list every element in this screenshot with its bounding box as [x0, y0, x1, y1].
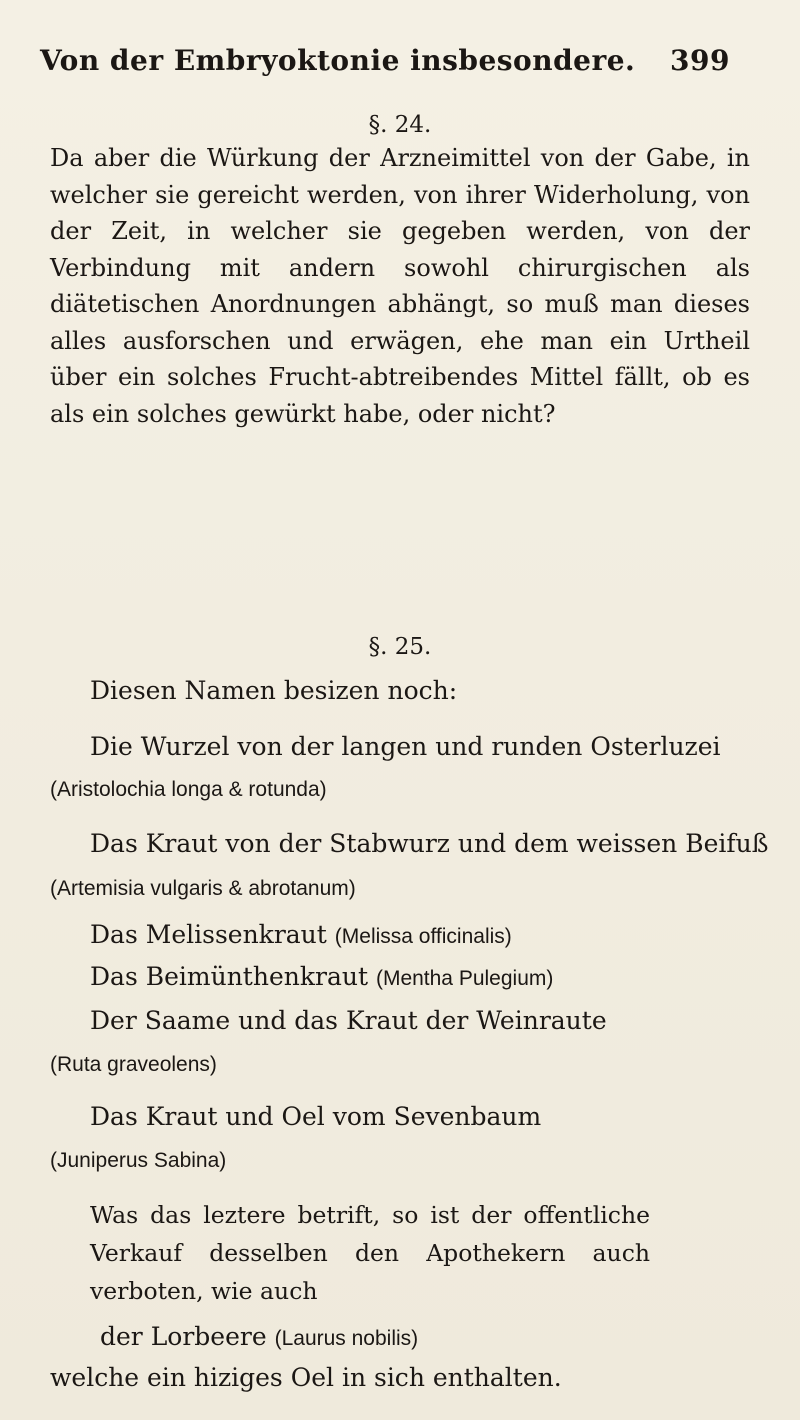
final-line: welche ein hiziges Oel in sich enthalten.: [50, 1363, 562, 1392]
section-24-paragraph: Da aber die Würkung der Arzneimittel von der Gabe, in welcher sie gereicht werden, von ihrer Widerholung, von der Zeit, in welcher sie gegeben werden, von der Verbindung mit andern sowohl chirurgischen als diätetischen Anordnungen abhängt, so muß man dieses alles ausforschen und erwägen, ehe man ein Urtheil über ein solches Frucht-abtreibendes Mittel fällt, ob es als ein solches gewürkt habe, oder nicht?: [50, 144, 750, 428]
section-heading-24: §. 24.: [368, 112, 432, 138]
laurus-line: [100, 1322, 418, 1351]
remedy-item: [50, 872, 356, 901]
remedy-item: [50, 1048, 217, 1077]
remedy-latin: (Juniperus Sabina): [50, 1149, 227, 1172]
remedy-german: Das Beimünthenkraut: [90, 962, 368, 991]
remedy-latin: (Melissa officinalis): [334, 925, 512, 948]
remedy-item: [90, 829, 768, 858]
remedy-german: Das Kraut von der Stabwurz und dem weissen Beifuß: [90, 829, 769, 858]
laurus-latin: (Laurus nobilis): [274, 1327, 419, 1350]
remedy-latin: (Artemisia vulgaris & abrotanum): [50, 877, 356, 900]
page-header: [40, 44, 730, 77]
remedy-item: [50, 773, 327, 802]
remedy-item: [90, 1006, 607, 1035]
remedy-latin: (Mentha Pulegium): [375, 967, 554, 990]
remedy-german: Das Kraut und Oel vom Sevenbaum: [90, 1102, 542, 1131]
remedy-item: [90, 1102, 541, 1131]
closing-paragraph: Was das leztere betrift, so ist der offentliche Verkauf desselben den Apothekern auch verboten, wie auch: [90, 1201, 650, 1305]
remedy-item: [90, 920, 512, 949]
running-title: Von der Embryoktonie insbesondere.: [40, 44, 636, 77]
section-heading-25: §. 25.: [368, 634, 432, 660]
remedy-item: [90, 962, 553, 991]
section-25-intro: Diesen Namen besizen noch:: [90, 676, 458, 705]
remedy-german: Der Saame und das Kraut der Weinraute: [90, 1006, 607, 1035]
laurus-german: der Lorbeere: [100, 1322, 267, 1351]
page-number: 399: [670, 44, 730, 77]
remedy-item: [90, 732, 721, 761]
remedy-latin: (Aristolochia longa & rotunda): [50, 778, 327, 801]
remedy-german: Die Wurzel von der langen und runden Osterluzei: [90, 732, 721, 761]
remedy-item: [50, 1144, 226, 1173]
remedy-latin: (Ruta graveolens): [50, 1053, 217, 1076]
remedy-german: Das Melissenkraut: [90, 920, 327, 949]
